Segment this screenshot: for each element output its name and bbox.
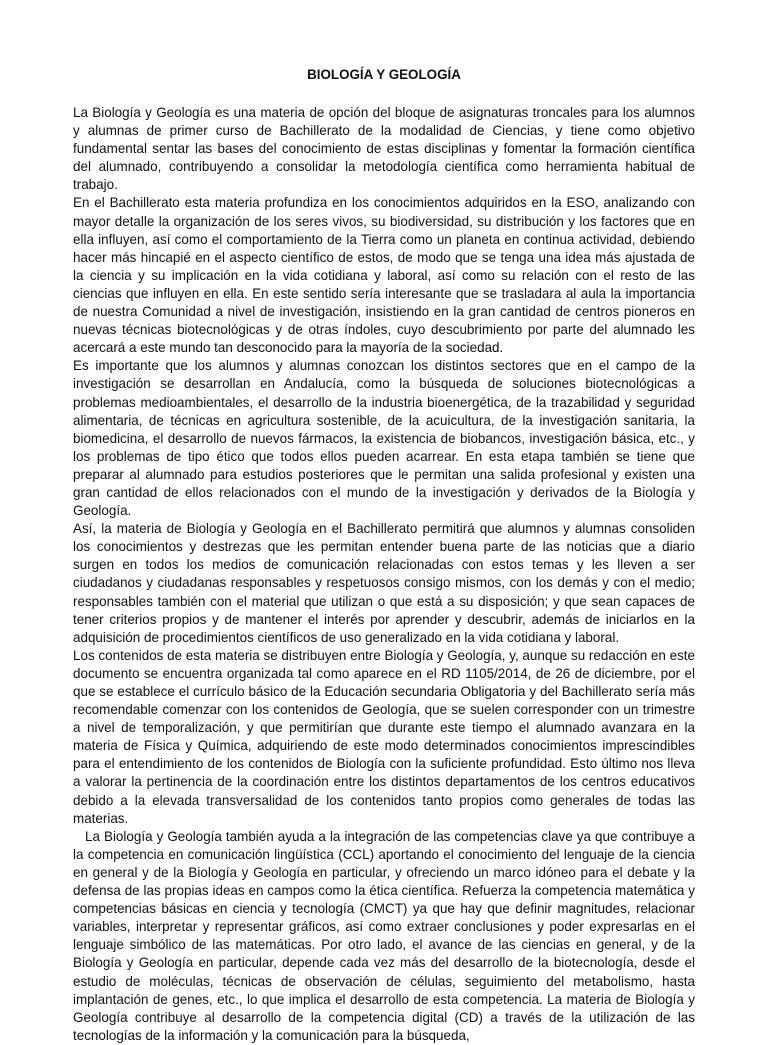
paragraph: Los contenidos de esta materia se distribuyen entre Biología y Geología, y, aunque su redacción en este documento se encuentra organizada tal como aparece en el RD 1105/2014, de 26 de diciembre, por el que se establece el currículo básico de la Educación secundaria Obligatoria y del Bachillerato sería más recomendable comenzar con los contenidos de Geología, que se suelen corresponder con un trimestre a nivel de temporalización, y que permitirían que durante este tiempo el alumnado avanzara en la materia de Física y Química, adquiriendo de este modo determinados conocimientos imprescindibles para el entendimiento de los contenidos de Biología con la suficiente profundidad. Esto último nos lleva a valorar la pertinencia de la coordinación entre los distintos departamentos de los centros educativos debido a la elevada transversalidad de los contenidos tanto propios como generales de todas las materias.	[73, 647, 695, 826]
paragraph: La Biología y Geología es una materia de opción del bloque de asignaturas troncales para los alumnos y alumnas de primer curso de Bachillerato de la modalidad de Ciencias, y tiene como objetivo fundamental sentar las bases del conocimiento de estas disciplinas y fomentar la formación científica del alumnado, contribuyendo a consolidar la metodología científica como herramienta habitual de trabajo.	[73, 105, 695, 193]
paragraph: En el Bachillerato esta materia profundiza en los conocimientos adquiridos en la ESO, analizando con mayor detalle la organización de los seres vivos, su biodiversidad, su distribución y los factores que en ella influyen, así como el comportamiento de la Tierra como un planeta en continua actividad, debiendo hacer más hincapié en el aspecto científico de estos, de modo que se tenga una idea más ajustada de la ciencia y su implicación en la vida cotidiana y laboral, así como su relación con el resto de las ciencias que influyen en ella. En este sentido sería interesante que se trasladara al aula la importancia de nuestra Comunidad a nivel de investigación, insistiendo en la gran cantidad de centros pioneros en nuevas técnicas biotecnológicas y de otras índoles, cuyo descubrimiento por parte del alumnado les acercará a este mundo tan desconocido para la mayoría de la sociedad.	[73, 195, 695, 356]
paragraph: Así, la materia de Biología y Geología en el Bachillerato permitirá que alumnos y alumnas consoliden los conocimientos y destrezas que les permitan entender buena parte de las noticias que a diario surgen en todos los medios de comunicación relacionadas con estos temas y les lleven a ser ciudadanos y ciudadanas responsables y respetuosos consigo mismos, con los demás y con el medio; responsables también con el material que utilizan o que está a su disposición; y que sean capaces de tener criterios propios y de mantener el interés por aprender y descubrir, además de iniciarlos en la adquisición de procedimientos científicos de uso generalizado en la vida cotidiana y laboral.	[73, 521, 695, 645]
document-body	[73, 104, 695, 1045]
paragraph: Es importante que los alumnos y alumnas conozcan los distintos sectores que en el campo de la investigación se desarrollan en Andalucía, como la búsqueda de soluciones biotecnológicas a problemas medioambientales, el desarrollo de la industria bioenergética, de la trazabilidad y seguridad alimentaria, de técnicas en agricultura sostenible, de la acuicultura, de la investigación sanitaria, la biomedicina, el desarrollo de nuevos fármacos, la existencia de biobancos, investigación básica, etc., y los problemas de tipo ético que todos ellos pueden acarrear. En esta etapa también se tiene que preparar al alumnado para estudios posteriores que le permitan una salida profesional y existen una gran cantidad de ellos relacionados con el mundo de la investigación y derivados de la Biología y Geología.	[73, 358, 695, 519]
document-title: BIOLOGÍA Y GEOLOGÍA	[307, 67, 461, 82]
paragraph: La Biología y Geología también ayuda a la integración de las competencias clave ya que contribuye a la competencia en comunicación lingüística (CCL) aportando el conocimiento del lenguaje de la ciencia en general y de la Biología y Geología en particular, y ofreciendo un marco idóneo para el debate y la defensa de las propias ideas en campos como la ética científica. Refuerza la competencia matemática y competencias básicas en ciencia y tecnología (CMCT) ya que hay que definir magnitudes, relacionar variables, interpretar y representar gráficos, así como extraer conclusiones y poder expresarlas en el lenguaje simbólico de las matemáticas. Por otro lado, el avance de las ciencias en general, y de la Biología y Geología en particular, depende cada vez más del desarrollo de la biotecnología, desde el estudio de moléculas, técnicas de observación de células, seguimiento del metabolismo, hasta implantación de genes, etc., lo que implica el desarrollo de esta competencia. La materia de Biología y Geología contribuye al desarrollo de la competencia digital (CD) a través de la utilización de las tecnologías de la información y la comunicación para la búsqueda,	[73, 828, 695, 1043]
